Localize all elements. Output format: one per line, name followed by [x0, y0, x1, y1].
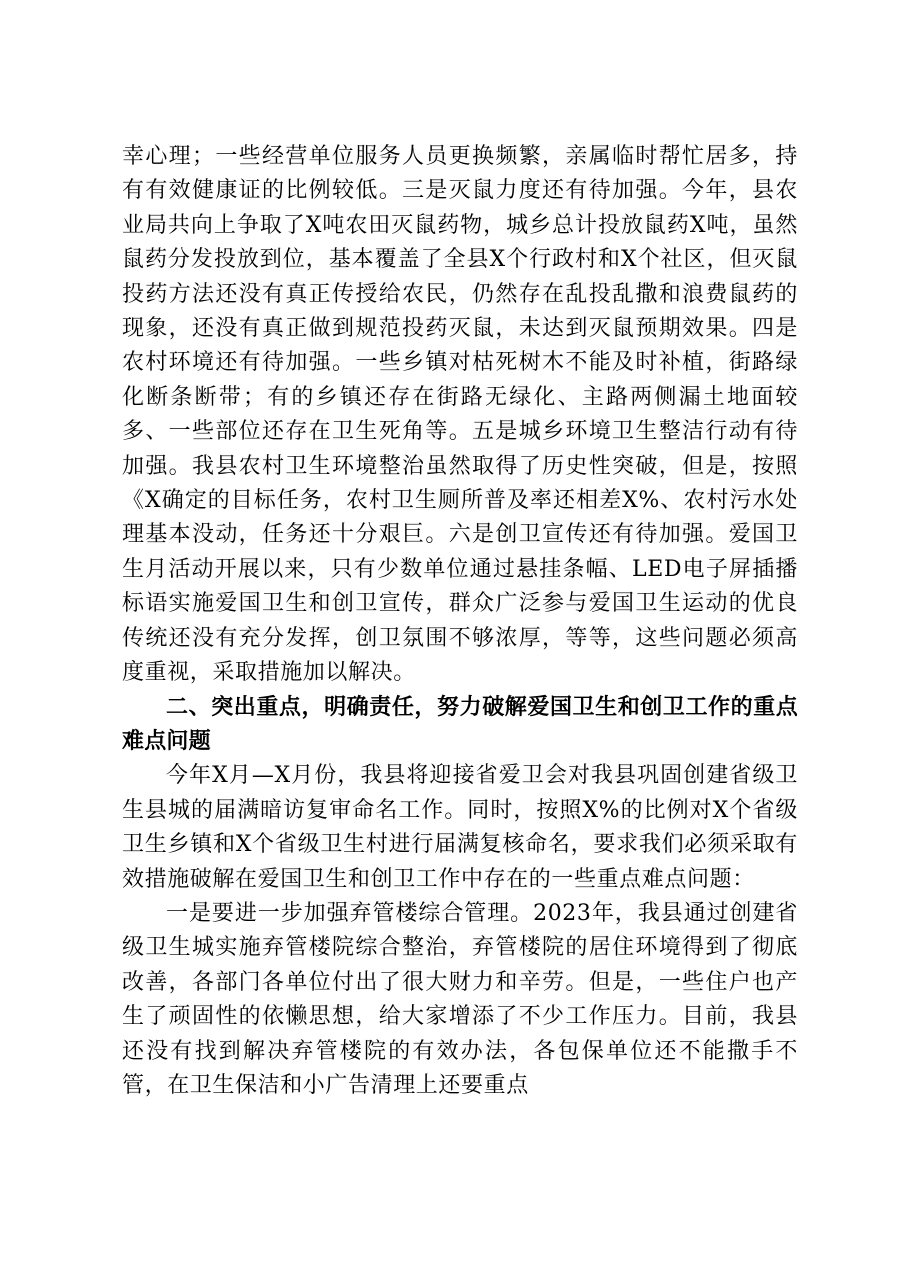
paragraph-review-intro: 今年X月—X月份，我县将迎接省爱卫会对我县巩固创建省级卫生县城的届满暗访复审命名工作。同时，按照X%的比例对X个省级卫生乡镇和X个省级卫生村进行届满复核命名，要求我们必须采取有效措施破解在爱国卫生和创卫工作中存在的一些重点难点问题：: [122, 763, 798, 892]
paragraph-abandoned-buildings: 一是要进一步加强弃管楼综合管理。2023年，我县通过创建省级卫生城实施弃管楼院综合整治，弃管楼院的居住环境得到了彻底改善，各部门各单位付出了很大财力和辛劳。但是，一些住户也产生了顽固性的依懒思想，给大家增添了不少工作压力。目前，我县还没有找到解决弃管楼院的有效办法，各包保单位还不能撒手不管，在卫生保洁和小广告清理上还要重点: [122, 900, 798, 1098]
section-heading-2: 二、突出重点，明确责任，努力破解爱国卫生和创卫工作的重点难点问题: [122, 694, 798, 754]
paragraph-problems-continued: 幸心理；一些经营单位服务人员更换频繁，亲属临时帮忙居多，持有有效健康证的比例较低。三是灭鼠力度还有待加强。今年，县农业局共向上争取了X吨农田灭鼠药物，城乡总计投放鼠药X吨，虽然鼠药分发投放到位，基本覆盖了全县X个行政村和X个社区，但灭鼠投药方法还没有真正传授给农民，仍然存在乱投乱撒和浪费鼠药的现象，还没有真正做到规范投药灭鼠，未达到灭鼠预期效果。四是农村环境还有待加强。一些乡镇对枯死树木不能及时补植，街路绿化断条断带；有的乡镇还存在街路无绿化、主路两侧漏土地面较多、一些部位还存在卫生死角等。五是城乡环境卫生整洁行动有待加强。我县农村卫生环境整治虽然取得了历史性突破，但是，按照《X确定的目标任务，农村卫生厕所普及率还相差X%、农村污水处理基本没动，任务还十分艰巨。六是创卫宣传还有待加强。爱国卫生月活动开展以来，只有少数单位通过悬挂条幅、LED电子屏插播标语实施爱国卫生和创卫宣传，群众广泛参与爱国卫生运动的优良传统还没有充分发挥，创卫氛围不够浓厚，等等，这些问题必须高度重视，采取措施加以解决。: [122, 144, 798, 686]
document-body: [122, 140, 798, 1103]
